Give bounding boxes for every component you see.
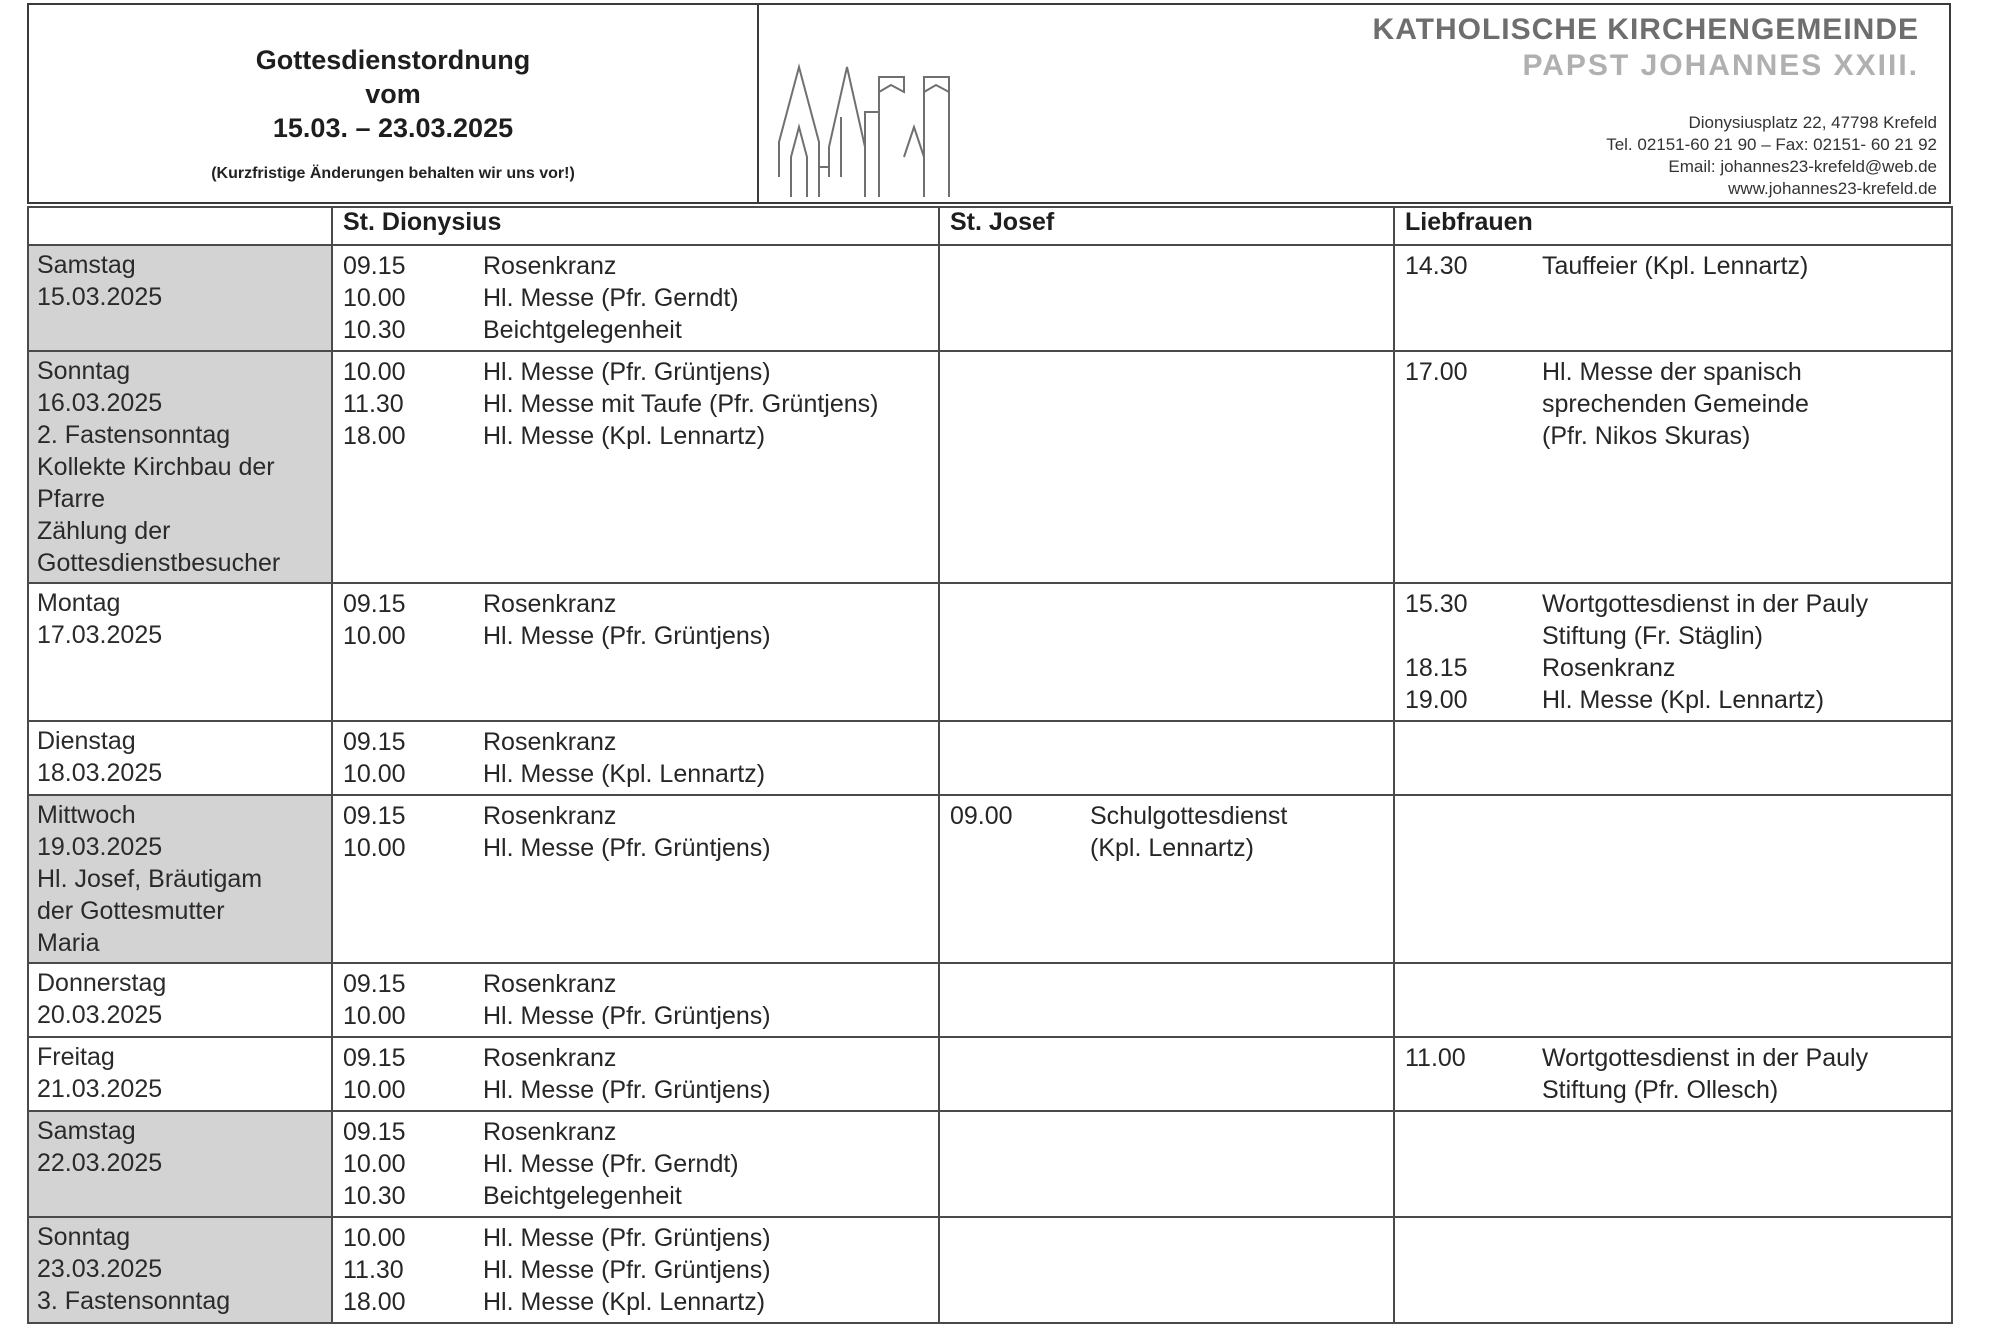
liebfrauen-cell	[1394, 963, 1952, 1037]
service-description: Hl. Messe (Pfr. Gerndt)	[483, 1150, 739, 1178]
day-note: Gottesdienstbesucher	[37, 549, 281, 577]
josef-cell	[939, 1111, 1394, 1217]
josef-cell	[939, 351, 1394, 583]
church-logo-icon	[769, 57, 1009, 197]
day-note: Pfarre	[37, 485, 106, 513]
service-time: 19.00	[1405, 686, 1468, 714]
service-description: Hl. Messe (Pfr. Grüntjens)	[483, 1256, 771, 1284]
column-header-day	[28, 207, 332, 245]
service-entry	[343, 1286, 928, 1318]
service-time: 18.00	[343, 422, 406, 450]
service-entry	[1405, 652, 1941, 684]
josef-cell	[939, 795, 1394, 963]
service-description: Hl. Messe (Pfr. Gerndt)	[483, 284, 739, 312]
service-description: Wortgottesdienst in der Pauly Stiftung (Pfr. Ollesch)	[1542, 1044, 1869, 1104]
service-time: 09.15	[343, 1118, 406, 1146]
service-description: Hl. Messe (Kpl. Lennartz)	[483, 422, 766, 450]
day-cell	[28, 245, 332, 351]
service-time: 09.15	[343, 252, 406, 280]
service-entry	[343, 250, 928, 282]
column-header-dionysius: St. Dionysius	[332, 207, 939, 245]
service-description: Rosenkranz	[483, 252, 617, 280]
document-title: Gottesdienstordnung	[255, 45, 531, 75]
title-box	[29, 5, 759, 202]
website-link[interactable]: www.johannes23-krefeld.de	[1728, 179, 1937, 198]
liebfrauen-cell	[1394, 721, 1952, 795]
service-entry	[343, 800, 928, 832]
service-description: Rosenkranz	[483, 590, 617, 618]
day-note: Hl. Josef, Bräutigam	[37, 865, 263, 893]
service-time: 09.15	[343, 590, 406, 618]
liebfrauen-cell	[1394, 1111, 1952, 1217]
service-entry	[1405, 250, 1941, 282]
service-time: 09.15	[343, 970, 406, 998]
service-entry	[343, 1074, 928, 1106]
address: Dionysiusplatz 22, 47798 Krefeld	[1688, 113, 1937, 132]
service-time: 11.30	[343, 1256, 404, 1284]
service-entry	[343, 1116, 928, 1148]
service-time: 09.15	[343, 728, 406, 756]
service-description: Schulgottesdienst (Kpl. Lennartz)	[1090, 802, 1288, 862]
day-date: 18.03.2025	[37, 759, 163, 787]
service-description: Beichtgelegenheit	[483, 1182, 682, 1210]
document-header	[27, 3, 1951, 204]
service-time: 09.15	[343, 1044, 406, 1072]
day-cell	[28, 351, 332, 583]
day-cell	[28, 721, 332, 795]
service-time: 10.00	[343, 622, 406, 650]
dionysius-cell	[332, 795, 939, 963]
josef-cell	[939, 583, 1394, 721]
column-header-liebfrauen: Liebfrauen	[1394, 207, 1952, 245]
column-header-josef: St. Josef	[939, 207, 1394, 245]
service-entry	[343, 1042, 928, 1074]
service-time: 14.30	[1405, 252, 1468, 280]
day-note: 3. Fastensonntag	[37, 1287, 231, 1315]
service-entry	[343, 620, 928, 652]
service-time: 10.00	[343, 1150, 406, 1178]
service-time: 18.00	[343, 1288, 406, 1316]
schedule-body	[28, 245, 1952, 1323]
service-time: 10.00	[343, 834, 406, 862]
liebfrauen-cell	[1394, 351, 1952, 583]
email: Email: johannes23-krefeld@web.de	[1668, 157, 1937, 176]
service-description: Hl. Messe (Pfr. Grüntjens)	[483, 834, 771, 862]
service-entry	[343, 1180, 928, 1212]
day-cell	[28, 963, 332, 1037]
change-note: (Kurzfristige Änderungen behalten wir uns vor!)	[211, 165, 575, 182]
service-time: 10.00	[343, 1002, 406, 1030]
service-entry	[343, 758, 928, 790]
table-row	[28, 1217, 1952, 1323]
day-note: Zählung der	[37, 517, 171, 545]
table-row	[28, 721, 1952, 795]
service-time: 10.30	[343, 316, 406, 344]
dionysius-cell	[332, 1217, 939, 1323]
service-entry	[1405, 588, 1941, 652]
service-description: Hl. Messe (Kpl. Lennartz)	[1542, 686, 1825, 714]
service-description: Hl. Messe mit Taufe (Pfr. Grüntjens)	[483, 390, 879, 418]
service-description: Beichtgelegenheit	[483, 316, 682, 344]
service-entry	[343, 282, 928, 314]
day-date: 16.03.2025	[37, 389, 163, 417]
service-entry	[1405, 684, 1941, 716]
service-time: 10.00	[343, 1076, 406, 1104]
day-date: 17.03.2025	[37, 621, 163, 649]
day-date: 15.03.2025	[37, 283, 163, 311]
service-description: Hl. Messe (Kpl. Lennartz)	[483, 1288, 766, 1316]
day-note: der Gottesmutter	[37, 897, 225, 925]
service-entry	[343, 588, 928, 620]
parish-heading	[1373, 12, 1919, 84]
service-entry	[343, 420, 928, 452]
parish-name: KATHOLISCHE KIRCHENGEMEINDE	[1372, 13, 1919, 46]
title-vom: vom	[365, 79, 421, 109]
service-description: Rosenkranz	[483, 970, 617, 998]
day-name: Mittwoch	[37, 801, 136, 829]
service-description: Hl. Messe (Pfr. Grüntjens)	[483, 622, 771, 650]
day-name: Freitag	[37, 1043, 115, 1071]
liebfrauen-cell	[1394, 1037, 1952, 1111]
dionysius-cell	[332, 245, 939, 351]
service-entry	[343, 356, 928, 388]
service-description: Rosenkranz	[483, 802, 617, 830]
schedule-table	[27, 206, 1953, 1324]
service-entry	[343, 1222, 928, 1254]
service-entry	[343, 1148, 928, 1180]
service-time: 10.00	[343, 358, 406, 386]
service-description: Hl. Messe (Pfr. Grüntjens)	[483, 1076, 771, 1104]
service-entry	[343, 314, 928, 346]
service-time: 11.30	[343, 390, 404, 418]
day-name: Dienstag	[37, 727, 136, 755]
service-time: 15.30	[1405, 590, 1468, 618]
day-cell	[28, 583, 332, 721]
phone-fax: Tel. 02151-60 21 90 – Fax: 02151- 60 21 92	[1606, 135, 1937, 154]
service-description: Hl. Messe (Kpl. Lennartz)	[483, 760, 766, 788]
service-time: 10.00	[343, 284, 406, 312]
dionysius-cell	[332, 583, 939, 721]
table-row	[28, 795, 1952, 963]
liebfrauen-cell	[1394, 795, 1952, 963]
josef-cell	[939, 245, 1394, 351]
day-date: 19.03.2025	[37, 833, 163, 861]
service-entry	[1405, 356, 1941, 452]
service-time: 11.00	[1405, 1044, 1466, 1072]
service-description: Hl. Messe (Pfr. Grüntjens)	[483, 358, 771, 386]
contact-block	[1606, 112, 1937, 200]
service-entry	[343, 726, 928, 758]
service-time: 18.15	[1405, 654, 1468, 682]
day-note: Maria	[37, 929, 100, 957]
dionysius-cell	[332, 1037, 939, 1111]
josef-cell	[939, 1217, 1394, 1323]
day-date: 20.03.2025	[37, 1001, 163, 1029]
liebfrauen-cell	[1394, 1217, 1952, 1323]
service-entry	[1405, 1042, 1941, 1106]
service-description: Rosenkranz	[1542, 654, 1676, 682]
table-row	[28, 963, 1952, 1037]
day-cell	[28, 1111, 332, 1217]
parish-subname: PAPST JOHANNES XXIII.	[1522, 49, 1919, 82]
table-row	[28, 1111, 1952, 1217]
service-entry	[343, 388, 928, 420]
day-cell	[28, 1217, 332, 1323]
day-date: 21.03.2025	[37, 1075, 163, 1103]
service-time: 10.00	[343, 1224, 406, 1252]
service-description: Hl. Messe der spanisch sprechenden Gemeinde (Pfr. Nikos Skuras)	[1542, 358, 1809, 450]
day-name: Donnerstag	[37, 969, 167, 997]
table-row	[28, 351, 1952, 583]
service-description: Rosenkranz	[483, 728, 617, 756]
josef-cell	[939, 721, 1394, 795]
table-row	[28, 245, 1952, 351]
dionysius-cell	[332, 721, 939, 795]
service-entry	[343, 1254, 928, 1286]
day-cell	[28, 795, 332, 963]
date-range: 15.03. – 23.03.2025	[272, 113, 514, 143]
service-description: Tauffeier (Kpl. Lennartz)	[1542, 252, 1809, 280]
table-row	[28, 1037, 1952, 1111]
service-description: Hl. Messe (Pfr. Grüntjens)	[483, 1224, 771, 1252]
service-time: 10.30	[343, 1182, 406, 1210]
liebfrauen-cell	[1394, 583, 1952, 721]
day-name: Montag	[37, 589, 121, 617]
dionysius-cell	[332, 1111, 939, 1217]
service-description: Wortgottesdienst in der Pauly Stiftung (Fr. Stäglin)	[1542, 590, 1869, 650]
day-cell	[28, 1037, 332, 1111]
day-note: 2. Fastensonntag	[37, 421, 231, 449]
service-time: 09.00	[950, 802, 1013, 830]
service-time: 10.00	[343, 760, 406, 788]
day-date: 23.03.2025	[37, 1255, 163, 1283]
day-name: Samstag	[37, 1117, 136, 1145]
day-name: Samstag	[37, 251, 136, 279]
service-description: Rosenkranz	[483, 1118, 617, 1146]
service-time: 09.15	[343, 802, 406, 830]
service-entry	[343, 968, 928, 1000]
day-note: Kollekte Kirchbau der	[37, 453, 275, 481]
day-date: 22.03.2025	[37, 1149, 163, 1177]
service-entry	[343, 1000, 928, 1032]
dionysius-cell	[332, 963, 939, 1037]
service-entry	[950, 800, 1383, 864]
day-name: Sonntag	[37, 357, 131, 385]
dionysius-cell	[332, 351, 939, 583]
service-description: Rosenkranz	[483, 1044, 617, 1072]
table-row	[28, 583, 1952, 721]
liebfrauen-cell	[1394, 245, 1952, 351]
schedule-document	[27, 3, 1951, 1316]
service-entry	[343, 832, 928, 864]
day-name: Sonntag	[37, 1223, 131, 1251]
josef-cell	[939, 1037, 1394, 1111]
service-time: 17.00	[1405, 358, 1468, 386]
josef-cell	[939, 963, 1394, 1037]
table-header-row	[28, 207, 1952, 245]
service-description: Hl. Messe (Pfr. Grüntjens)	[483, 1002, 771, 1030]
